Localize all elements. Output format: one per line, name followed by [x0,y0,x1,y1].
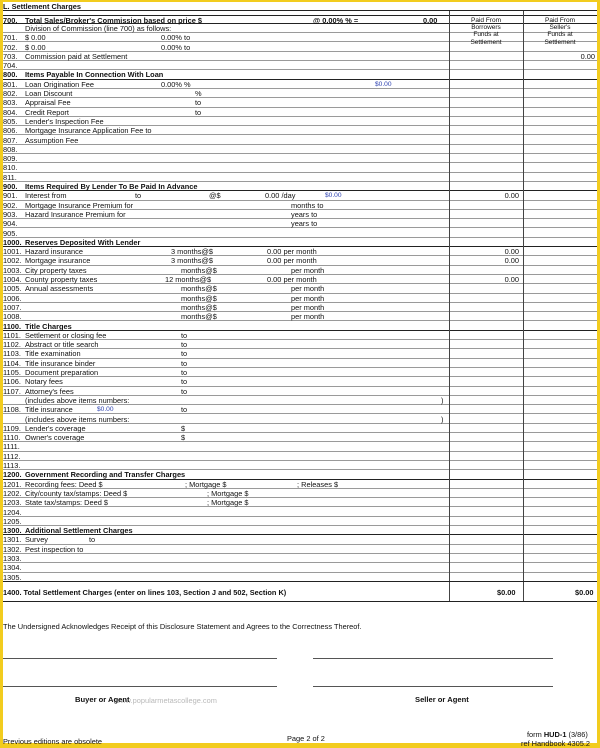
line-1301 [3,535,597,544]
cell: 1007. [3,302,22,312]
line-1109 [3,424,597,433]
cell: ) [441,414,444,424]
line-1111 [3,442,597,451]
cell: 1204. [3,507,22,517]
cell: 804. [3,107,18,117]
cell: to [181,386,188,396]
cell: 1112. [3,451,21,461]
line-1203 [3,498,597,507]
cell: 1004. [3,275,22,284]
cell: 811. [3,172,17,182]
cell: 0.00 per month [267,275,317,284]
cell: 1303. [3,554,22,563]
cell: 3 months@$ [171,247,214,257]
cell: to [181,349,188,359]
line-905 [3,229,597,238]
cell: Total Sales/Broker's Commission based on price $ [25,15,202,25]
line-1105 [3,368,597,377]
cell: 703. [3,51,18,61]
cell: City property taxes [25,265,87,275]
cell: to [181,405,188,415]
cell: to [195,98,202,108]
cell: 0.00% % [161,79,191,89]
line-1113 [3,461,597,470]
cell: Hazard insurance [25,247,83,257]
line-1004 [3,275,597,284]
line-1000 [3,238,597,247]
line-1202 [3,489,597,498]
cell: per month [291,302,325,312]
cell: 0.00 [504,191,519,201]
cell: Appraisal Fee [25,98,71,108]
line-809 [3,154,597,163]
line-cont-43 [3,415,597,424]
cell: 3 months@$ [171,256,214,266]
line-1008 [3,312,597,321]
line-1102 [3,340,597,349]
line-1204 [3,508,597,517]
line-806 [3,126,597,135]
cell: 800. [3,70,18,80]
cell: Attorney's fees [25,386,74,396]
cell: % [195,89,202,98]
cell: 805. [3,116,18,126]
cell: months@$ [181,284,217,294]
cell: 1005. [3,284,22,294]
cell: 1104. [3,358,21,368]
line-704 [3,61,597,70]
footer-obsolete-note: Previous editions are obsolete [3,737,103,746]
cell: to [181,358,188,368]
borrower-column-rule [449,11,450,602]
cell: 1200. [3,470,22,480]
cell: months@$ [181,265,217,275]
cell: (includes above items numbers: [25,414,130,424]
cell: Items Payable In Connection With Loan [25,70,164,80]
cell: 702. [3,42,18,52]
line-805 [3,117,597,126]
cell: 1107. [3,386,21,396]
cell: to [135,191,142,201]
cell: 700. [3,15,18,25]
cell: years to [291,209,318,219]
line-1003 [3,266,597,275]
seller-column-header: Paid From Seller's Funds at Settlement [544,17,576,46]
cell: 0.00 [423,15,438,25]
cell: 1202. [3,488,22,498]
cell: Reserves Deposited With Lender [25,237,141,247]
cell: 0.00% to [161,33,191,43]
cell: 809. [3,154,18,164]
cell: Lender's coverage [25,423,86,433]
cell: per month [291,265,325,275]
cell: Survey [25,535,49,545]
line-1002 [3,256,597,265]
line-801 [3,80,597,89]
cell: 1205. [3,516,22,526]
cell: Government Recording and Transfer Charges [25,470,186,480]
line-1006 [3,294,597,303]
cell: ; Mortgage $ [185,479,227,489]
line-1303 [3,554,597,563]
cell: 1100. [3,321,22,331]
line-804 [3,108,597,117]
cell: months@$ [181,302,217,312]
cell: $ [181,433,186,443]
cell: 1113. [3,461,21,470]
cell: 701. [3,33,18,43]
cell: 1300. [3,526,22,536]
cell: 1110. [3,433,21,443]
cell: 905. [3,228,18,238]
cell: Title Charges [25,321,72,331]
cell: Assumption Fee [25,135,79,145]
cell: Items Required By Lender To Be Paid In Advance [25,182,198,191]
cell: months@$ [181,293,217,303]
cell: Owner's coverage [25,433,85,443]
total-settlement-charges-row [3,581,597,602]
seller-signature-label: Seller or Agent [415,695,469,704]
cell: $0.00 [325,192,342,200]
cell: ; Mortgage $ [207,488,249,498]
cell: 1108. [3,405,21,415]
line-1001 [3,247,597,256]
line-901 [3,191,597,200]
cell: 1304. [3,563,22,573]
cell: 900. [3,182,18,191]
cell: per month [291,293,325,303]
line-1104 [3,359,597,368]
line-1107 [3,387,597,396]
line-904 [3,219,597,228]
cell: to [181,368,188,377]
cell: 0.00 [504,275,519,284]
cell: County property taxes [25,275,98,284]
cell: months@$ [181,312,217,322]
cell: Commission paid at Settlement [25,51,128,61]
footer-page-number: Page 2 of 2 [287,734,325,743]
line-903 [3,210,597,219]
cell: 803. [3,98,18,108]
cell: $ 0.00 [25,42,46,52]
cell: 1002. [3,256,22,266]
cell: Settlement or closing fee [25,330,107,340]
line-810 [3,163,597,172]
cell: Recording fees: Deed $ [25,479,103,489]
cell: Hazard Insurance Premium for [25,209,126,219]
signature-line-1[interactable] [3,658,277,659]
cell: 0.00 [580,51,595,61]
cell: Notary fees [25,377,63,387]
cell: Loan Origination Fee [25,79,95,89]
cell: 1103. [3,349,21,359]
signature-line-2[interactable] [313,658,553,659]
cell: Division of Commission (line 700) as follows: [25,23,172,33]
cell: Pest inspection to [25,544,84,554]
cell: 801. [3,79,18,89]
footer-handbook-ref: ref Handbook 4305.2 [521,739,591,748]
signature-line-4[interactable] [313,686,553,687]
signature-line-3[interactable] [3,686,277,687]
line-1201 [3,480,597,489]
line-1110 [3,433,597,442]
cell: 808. [3,144,18,154]
line-1106 [3,377,597,386]
cell: 806. [3,126,18,136]
cell: Title insurance [25,405,73,415]
section-title: L. Settlement Charges [3,2,597,11]
cell: 903. [3,209,18,219]
cell: (includes above items numbers: [25,395,130,405]
cell: years to [291,219,318,229]
line-1007 [3,303,597,312]
cell: to [89,535,96,545]
borrower-column-header: Paid From Borrowers Funds at Settlement [470,17,502,46]
line-800 [3,70,597,79]
total-seller-amount: $0.00 [575,588,594,597]
cell: ; Mortgage $ [207,498,249,508]
total-label: 1400. Total Settlement Charges (enter on lines 103, Section J and 502, Section K) [3,588,287,597]
cell: ) [441,395,444,405]
cell: $0.00 [375,80,392,88]
seller-column-rule [523,11,524,602]
cell: ; Releases $ [297,479,339,489]
line-cont-41 [3,396,597,405]
cell: 1102. [3,340,21,350]
cell: @$ [209,191,221,201]
cell: 1106. [3,377,21,387]
cell: Abstract or title search [25,340,99,350]
cell: 904. [3,219,18,229]
cell: to [181,330,188,340]
line-811 [3,173,597,182]
cell: 1301. [3,535,22,545]
cell: Mortgage Insurance Premium for [25,200,134,210]
line-1100 [3,322,597,331]
cell: Title insurance binder [25,358,96,368]
cell: 1000. [3,237,22,247]
cell: 1008. [3,312,22,322]
line-703 [3,52,597,61]
line-1112 [3,452,597,461]
line-1101 [3,331,597,340]
cell: 0.00 per month [267,247,317,257]
cell: months to [291,200,324,210]
cell: 1001. [3,247,22,257]
cell: Additional Settlement Charges [25,526,133,536]
line-802 [3,89,597,98]
line-807 [3,136,597,145]
line-808 [3,145,597,154]
line-1300 [3,526,597,535]
cell: 1105. [3,368,21,377]
cell: to [195,107,202,117]
cell: Credit Report [25,107,69,117]
cell: $ 0.00 [25,33,46,43]
cell: 1305. [3,572,22,582]
cell: 1003. [3,265,22,275]
line-1302 [3,545,597,554]
cell: Title examination [25,349,81,359]
cell: City/county tax/stamps: Deed $ [25,488,128,498]
cell: 12 months@$ [165,275,212,284]
cell: Annual assessments [25,284,94,294]
cell: State tax/stamps: Deed $ [25,498,108,508]
cell: to [181,340,188,350]
cell: to [181,377,188,387]
cell: 901. [3,191,18,201]
footer-form-id: form HUD-1 (3/86) [527,730,588,739]
cell: 1203. [3,498,22,508]
cell: Interest from [25,191,67,201]
cell: 810. [3,163,18,173]
line-900 [3,182,597,191]
cell: Lender's Inspection Fee [25,116,104,126]
cell: per month [291,284,325,294]
cell: 902. [3,200,18,210]
line-803 [3,98,597,107]
cell: 1201. [3,479,22,489]
cell: 1109. [3,423,21,433]
cell: Mortgage Insurance Application Fee to [25,126,152,136]
cell: $0.00 [97,406,114,414]
cell: 0.00 /day [265,191,296,201]
line-1304 [3,563,597,572]
buyer-signature-label: Buyer or Agent [75,695,130,704]
cell: 1101. [3,330,21,340]
cell: 1111. [3,442,20,452]
cell: $ [181,423,186,433]
line-1205 [3,517,597,526]
cell: 1006. [3,293,22,303]
cell: 802. [3,89,18,98]
cell: Loan Discount [25,89,73,98]
acknowledgement-text: The Undersigned Acknowledges Receipt of this Disclosure Statement and Agrees to the Correctness Thereof. [3,622,362,631]
cell: 0.00 per month [267,256,317,266]
cell: 0.00 [504,247,519,257]
cell: 807. [3,135,18,145]
watermark: www.popularmetascollege.com [115,696,217,705]
cell: 0.00 [504,256,519,266]
cell: @ 0.00% % = [313,15,359,25]
cell: 0.00% to [161,42,191,52]
line-1005 [3,284,597,293]
cell: 704. [3,61,18,71]
line-1200 [3,470,597,479]
settlement-statement-page [3,2,597,748]
line-1108 [3,405,597,414]
line-902 [3,201,597,210]
cell: per month [291,312,325,322]
cell: 1302. [3,544,22,554]
cell: Document preparation [25,368,99,377]
line-1103 [3,349,597,358]
total-borrower-amount: $0.00 [497,588,516,597]
cell: Mortgage insurance [25,256,91,266]
